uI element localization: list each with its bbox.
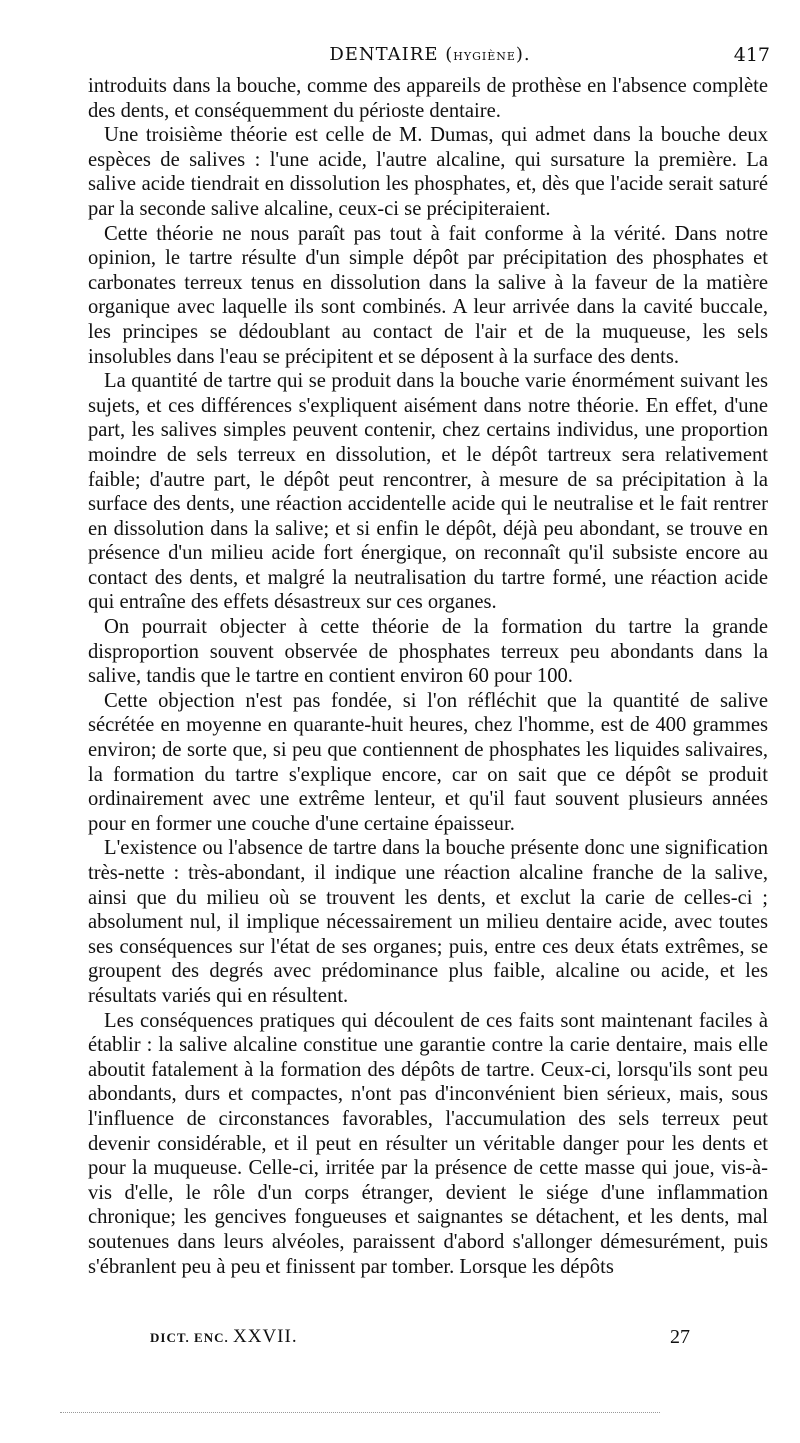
paragraph-7: L'existence ou l'absence de tartre dans la bouche présente donc une signification très-nette : très-abondant, il indique une réaction alcaline franche de la salive, ainsi que du milieu où se trouvent les dents, et exclut la carie de celles-ci ; absolument nul, il implique nécessairement un milieu dentaire acide, avec toutes ses conséquences sur l'état de ses organes; puis, entre ces deux états extrêmes, se groupent des degrés avec prédominance plus faible, alcaline ou acide, et les résultats variés qui en résultent.: [88, 837, 768, 1007]
paragraph-4: La quantité de tartre qui se produit dans la bouche varie énormément suivant les sujets, et ces différences s'expliquent aisément dans notre théorie. En effet, d'une part, les salives simples peuvent contenir, chez certains individus, une proportion moindre de sels terreux en dissolution, et le dépôt tartreux sera relativement faible; d'autre part, le dépôt peut rencontrer, à mesure de sa précipitation à la surface des dents, une réaction accidentelle acide qui le neutralise et le fait rentrer en dissolution dans la salive; et si enfin le dépôt, déjà peu abondant, se trouve en présence d'un milieu acide fort énergique, on reconnaît qu'il subsiste encore au contact des dents, et malgré la neutralisation du tartre formé, une réaction acide qui entraîne des effets désastreux sur ces organes.: [88, 370, 768, 614]
page-number: 417: [733, 44, 770, 66]
sheet-number: 27: [670, 1326, 690, 1348]
paragraph-3: Cette théorie ne nous paraît pas tout à fait conforme à la vérité. Dans notre opinion, le tartre résulte d'un simple dépôt par précipitation des phosphates et carbonates terreux tenus en dissolution dans la salive à la faveur de la matière organique avec laquelle ils sont combinés. A leur arrivée dans la cavité buccale, les principes se dédoublant au contact de l'air et de la muqueuse, les sels insolubles dans l'eau se précipitent et se déposent à la surface des dents.: [88, 222, 768, 368]
page-header: [90, 44, 770, 74]
running-title-subtitle: HYGIÈNE: [453, 50, 516, 63]
running-title-main: DENTAIRE (: [329, 44, 454, 65]
page-footer: [150, 1326, 690, 1356]
paragraph-8: Les conséquences pratiques qui découlent de ces faits sont maintenant faciles à établir : la salive alcaline constitue une garantie contre la carie dentaire, mais elle aboutit fatalement à la formation des dépôts de tartre. Ceux-ci, lorsqu'ils sont peu abondants, durs et compactes, n'ont pas d'inconvénient bien sérieux, mais, sous l'influence de circonstances favorables, l'accumulation des sels terreux peut devenir considérable, et il peut en résulter un véritable danger pour les dents et pour la muqueuse. Celle-ci, irritée par la présence de cette masse qui joue, vis-à-vis d'elle, le rôle d'un corps étranger, devient le siége d'une inflammation chronique; les gencives fongueuses et saignantes se détachent, et les dents, mal soutenues dans leurs alvéoles, paraissent d'abord s'allonger démesurément, puis s'ébranlent peu à peu et finissent par tomber. Lorsque les dépôts: [88, 1009, 768, 1278]
running-title-end: ).: [515, 44, 531, 65]
signature-mark: [150, 1326, 298, 1348]
paragraph-5: On pourrait objecter à cette théorie de la formation du tartre la grande disproportion souvent observée de phosphates terreux peu abondants dans la salive, tandis que le tartre en contient environ 60 pour 100.: [88, 616, 768, 688]
bottom-dotted-rule: [60, 1412, 660, 1413]
running-title: [90, 44, 770, 65]
paragraph-6: Cette objection n'est pas fondée, si l'on réfléchit que la quantité de salive sécrétée en moyenne en quarante-huit heures, chez l'homme, est de 400 grammes environ; de sorte que, si peu que contiennent de phosphates les liquides salivaires, la formation du tartre s'explique encore, car on sait que ce dépôt se produit ordinairement avec une extrême lenteur, et qu'il faut souvent plusieurs années pour en former une couche d'une certaine épaisseur.: [88, 689, 768, 835]
signature-volume: XXVII.: [233, 1326, 298, 1347]
paragraph-1: introduits dans la bouche, comme des appareils de prothèse en l'absence complète des dents, et conséquemment du périoste dentaire.: [88, 75, 768, 122]
paragraph-2: Une troisième théorie est celle de M. Dumas, qui admet dans la bouche deux espèces de salives : l'une acide, l'autre alcaline, qui sursature la première. La salive acide tiendrait en dissolution les phosphates, et, dès que l'acide serait saturé par la seconde salive alcaline, ceux-ci se précipiteraient.: [88, 124, 768, 220]
body-text: [88, 74, 768, 1279]
signature-prefix: DICT. ENC.: [150, 1330, 229, 1345]
